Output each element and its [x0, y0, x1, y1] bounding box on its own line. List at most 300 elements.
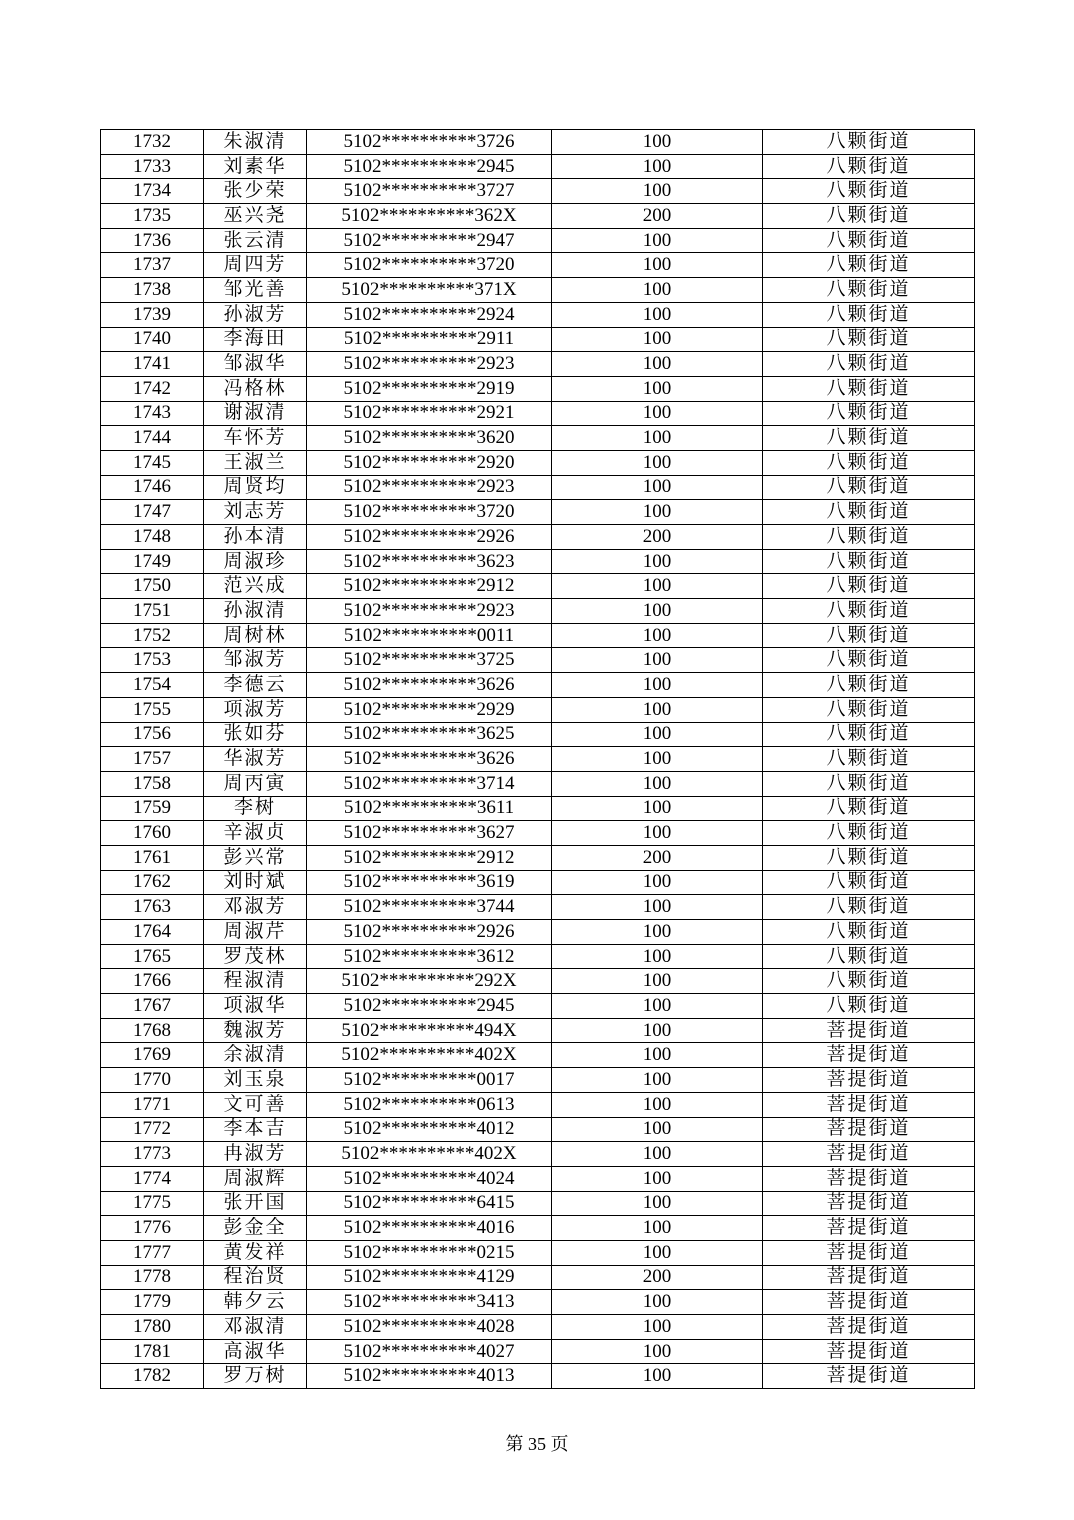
id-number-cell: 5102**********3714	[307, 771, 552, 796]
name-cell: 邓淑清	[204, 1315, 307, 1340]
id-number-cell: 5102**********4013	[307, 1364, 552, 1389]
amount-cell: 100	[552, 1142, 763, 1167]
district-cell: 菩提街道	[763, 1043, 975, 1068]
roster-table	[100, 129, 975, 1389]
row-number-cell: 1775	[101, 1191, 204, 1216]
table-row	[101, 920, 975, 945]
id-number-cell: 5102**********4012	[307, 1117, 552, 1142]
name-cell: 冉淑芳	[204, 1142, 307, 1167]
id-number-cell: 5102**********371X	[307, 278, 552, 303]
district-cell: 八颗街道	[763, 500, 975, 525]
district-cell: 八颗街道	[763, 944, 975, 969]
row-number-cell: 1752	[101, 623, 204, 648]
amount-cell: 100	[552, 648, 763, 673]
id-number-cell: 5102**********2912	[307, 574, 552, 599]
id-number-cell: 5102**********3720	[307, 500, 552, 525]
district-cell: 八颗街道	[763, 549, 975, 574]
amount-cell: 100	[552, 994, 763, 1019]
district-cell: 八颗街道	[763, 796, 975, 821]
table-row	[101, 673, 975, 698]
table-row	[101, 994, 975, 1019]
row-number-cell: 1756	[101, 722, 204, 747]
row-number-cell: 1761	[101, 845, 204, 870]
id-number-cell: 5102**********0613	[307, 1092, 552, 1117]
id-number-cell: 5102**********4129	[307, 1265, 552, 1290]
district-cell: 八颗街道	[763, 673, 975, 698]
district-cell: 菩提街道	[763, 1290, 975, 1315]
amount-cell: 100	[552, 920, 763, 945]
row-number-cell: 1734	[101, 179, 204, 204]
row-number-cell: 1733	[101, 154, 204, 179]
id-number-cell: 5102**********3620	[307, 426, 552, 451]
row-number-cell: 1765	[101, 944, 204, 969]
row-number-cell: 1736	[101, 228, 204, 253]
district-cell: 八颗街道	[763, 204, 975, 229]
row-number-cell: 1781	[101, 1339, 204, 1364]
row-number-cell: 1766	[101, 969, 204, 994]
amount-cell: 100	[552, 821, 763, 846]
id-number-cell: 5102**********362X	[307, 204, 552, 229]
table-row	[101, 1290, 975, 1315]
row-number-cell: 1769	[101, 1043, 204, 1068]
row-number-cell: 1744	[101, 426, 204, 451]
amount-cell: 100	[552, 771, 763, 796]
row-number-cell: 1742	[101, 376, 204, 401]
district-cell: 八颗街道	[763, 376, 975, 401]
district-cell: 八颗街道	[763, 154, 975, 179]
row-number-cell: 1776	[101, 1216, 204, 1241]
district-cell: 八颗街道	[763, 179, 975, 204]
row-number-cell: 1732	[101, 130, 204, 155]
table-row	[101, 549, 975, 574]
name-cell: 黄发祥	[204, 1240, 307, 1265]
name-cell: 孙本清	[204, 525, 307, 550]
table-row	[101, 154, 975, 179]
id-number-cell: 5102**********3611	[307, 796, 552, 821]
district-cell: 八颗街道	[763, 845, 975, 870]
name-cell: 冯格林	[204, 376, 307, 401]
id-number-cell: 5102**********2911	[307, 327, 552, 352]
amount-cell: 100	[552, 1315, 763, 1340]
amount-cell: 100	[552, 352, 763, 377]
table-row	[101, 969, 975, 994]
row-number-cell: 1735	[101, 204, 204, 229]
name-cell: 张云清	[204, 228, 307, 253]
row-number-cell: 1746	[101, 475, 204, 500]
id-number-cell: 5102**********3625	[307, 722, 552, 747]
district-cell: 八颗街道	[763, 821, 975, 846]
name-cell: 张如芬	[204, 722, 307, 747]
table-row	[101, 130, 975, 155]
name-cell: 罗万树	[204, 1364, 307, 1389]
name-cell: 李德云	[204, 673, 307, 698]
row-number-cell: 1759	[101, 796, 204, 821]
district-cell: 八颗街道	[763, 450, 975, 475]
amount-cell: 100	[552, 475, 763, 500]
id-number-cell: 5102**********292X	[307, 969, 552, 994]
name-cell: 王淑兰	[204, 450, 307, 475]
amount-cell: 100	[552, 747, 763, 772]
row-number-cell: 1763	[101, 895, 204, 920]
id-number-cell: 5102**********494X	[307, 1018, 552, 1043]
table-row	[101, 599, 975, 624]
table-row	[101, 1191, 975, 1216]
id-number-cell: 5102**********2923	[307, 599, 552, 624]
name-cell: 韩夕云	[204, 1290, 307, 1315]
name-cell: 周树林	[204, 623, 307, 648]
id-number-cell: 5102**********0215	[307, 1240, 552, 1265]
id-number-cell: 5102**********6415	[307, 1191, 552, 1216]
id-number-cell: 5102**********3623	[307, 549, 552, 574]
amount-cell: 100	[552, 697, 763, 722]
table-row	[101, 821, 975, 846]
name-cell: 范兴成	[204, 574, 307, 599]
district-cell: 菩提街道	[763, 1068, 975, 1093]
name-cell: 李本吉	[204, 1117, 307, 1142]
name-cell: 魏淑芳	[204, 1018, 307, 1043]
id-number-cell: 5102**********3725	[307, 648, 552, 673]
district-cell: 八颗街道	[763, 994, 975, 1019]
row-number-cell: 1749	[101, 549, 204, 574]
amount-cell: 100	[552, 895, 763, 920]
id-number-cell: 5102**********2926	[307, 920, 552, 945]
id-number-cell: 5102**********3413	[307, 1290, 552, 1315]
amount-cell: 100	[552, 179, 763, 204]
district-cell: 八颗街道	[763, 278, 975, 303]
row-number-cell: 1757	[101, 747, 204, 772]
id-number-cell: 5102**********2921	[307, 401, 552, 426]
id-number-cell: 5102**********3720	[307, 253, 552, 278]
district-cell: 菩提街道	[763, 1265, 975, 1290]
table-row	[101, 1166, 975, 1191]
name-cell: 周淑珍	[204, 549, 307, 574]
row-number-cell: 1771	[101, 1092, 204, 1117]
amount-cell: 100	[552, 1068, 763, 1093]
id-number-cell: 5102**********3626	[307, 673, 552, 698]
district-cell: 八颗街道	[763, 895, 975, 920]
id-number-cell: 5102**********3619	[307, 870, 552, 895]
table-row	[101, 450, 975, 475]
table-row	[101, 1043, 975, 1068]
table-row	[101, 475, 975, 500]
name-cell: 张开国	[204, 1191, 307, 1216]
amount-cell: 100	[552, 722, 763, 747]
row-number-cell: 1748	[101, 525, 204, 550]
table-row	[101, 1018, 975, 1043]
amount-cell: 100	[552, 1364, 763, 1389]
row-number-cell: 1758	[101, 771, 204, 796]
amount-cell: 100	[552, 673, 763, 698]
id-number-cell: 5102**********2945	[307, 994, 552, 1019]
id-number-cell: 5102**********3612	[307, 944, 552, 969]
amount-cell: 100	[552, 796, 763, 821]
table-row	[101, 376, 975, 401]
table-row	[101, 1068, 975, 1093]
amount-cell: 100	[552, 450, 763, 475]
name-cell: 刘志芳	[204, 500, 307, 525]
name-cell: 李树	[204, 796, 307, 821]
district-cell: 八颗街道	[763, 130, 975, 155]
row-number-cell: 1764	[101, 920, 204, 945]
table-row	[101, 895, 975, 920]
table-row	[101, 1364, 975, 1389]
name-cell: 华淑芳	[204, 747, 307, 772]
name-cell: 谢淑清	[204, 401, 307, 426]
district-cell: 菩提街道	[763, 1240, 975, 1265]
table-row	[101, 648, 975, 673]
table-row	[101, 228, 975, 253]
amount-cell: 200	[552, 1265, 763, 1290]
amount-cell: 100	[552, 228, 763, 253]
amount-cell: 100	[552, 1166, 763, 1191]
row-number-cell: 1779	[101, 1290, 204, 1315]
page-number: 第 35 页	[505, 1434, 569, 1454]
table-row	[101, 1339, 975, 1364]
amount-cell: 100	[552, 623, 763, 648]
district-cell: 八颗街道	[763, 920, 975, 945]
amount-cell: 100	[552, 1339, 763, 1364]
amount-cell: 100	[552, 130, 763, 155]
table-row	[101, 796, 975, 821]
name-cell: 刘玉泉	[204, 1068, 307, 1093]
table-row	[101, 771, 975, 796]
row-number-cell: 1778	[101, 1265, 204, 1290]
amount-cell: 100	[552, 1117, 763, 1142]
district-cell: 八颗街道	[763, 623, 975, 648]
id-number-cell: 5102**********402X	[307, 1043, 552, 1068]
id-number-cell: 5102**********4028	[307, 1315, 552, 1340]
district-cell: 菩提街道	[763, 1216, 975, 1241]
row-number-cell: 1767	[101, 994, 204, 1019]
table-row	[101, 204, 975, 229]
id-number-cell: 5102**********2947	[307, 228, 552, 253]
name-cell: 周淑辉	[204, 1166, 307, 1191]
row-number-cell: 1760	[101, 821, 204, 846]
table-row	[101, 722, 975, 747]
row-number-cell: 1777	[101, 1240, 204, 1265]
amount-cell: 100	[552, 870, 763, 895]
table-row	[101, 574, 975, 599]
name-cell: 罗茂林	[204, 944, 307, 969]
name-cell: 周贤均	[204, 475, 307, 500]
name-cell: 孙淑清	[204, 599, 307, 624]
table-row	[101, 870, 975, 895]
row-number-cell: 1773	[101, 1142, 204, 1167]
amount-cell: 100	[552, 1191, 763, 1216]
amount-cell: 200	[552, 525, 763, 550]
roster-table-body	[101, 130, 975, 1389]
table-row	[101, 1265, 975, 1290]
table-row	[101, 747, 975, 772]
amount-cell: 100	[552, 327, 763, 352]
table-row	[101, 253, 975, 278]
name-cell: 文可善	[204, 1092, 307, 1117]
row-number-cell: 1770	[101, 1068, 204, 1093]
table-row	[101, 1315, 975, 1340]
amount-cell: 100	[552, 1043, 763, 1068]
amount-cell: 100	[552, 1216, 763, 1241]
name-cell: 李海田	[204, 327, 307, 352]
id-number-cell: 5102**********2924	[307, 302, 552, 327]
district-cell: 菩提街道	[763, 1117, 975, 1142]
district-cell: 菩提街道	[763, 1018, 975, 1043]
name-cell: 朱淑清	[204, 130, 307, 155]
row-number-cell: 1740	[101, 327, 204, 352]
amount-cell: 100	[552, 549, 763, 574]
amount-cell: 100	[552, 426, 763, 451]
amount-cell: 200	[552, 204, 763, 229]
amount-cell: 200	[552, 845, 763, 870]
row-number-cell: 1750	[101, 574, 204, 599]
amount-cell: 100	[552, 1290, 763, 1315]
district-cell: 八颗街道	[763, 747, 975, 772]
id-number-cell: 5102**********2926	[307, 525, 552, 550]
id-number-cell: 5102**********2920	[307, 450, 552, 475]
table-row	[101, 525, 975, 550]
table-row	[101, 278, 975, 303]
row-number-cell: 1745	[101, 450, 204, 475]
amount-cell: 100	[552, 1240, 763, 1265]
name-cell: 刘素华	[204, 154, 307, 179]
name-cell: 周四芳	[204, 253, 307, 278]
district-cell: 八颗街道	[763, 574, 975, 599]
id-number-cell: 5102**********2923	[307, 475, 552, 500]
district-cell: 八颗街道	[763, 401, 975, 426]
name-cell: 项淑华	[204, 994, 307, 1019]
table-row	[101, 1092, 975, 1117]
name-cell: 周丙寅	[204, 771, 307, 796]
name-cell: 周淑芹	[204, 920, 307, 945]
id-number-cell: 5102**********4027	[307, 1339, 552, 1364]
district-cell: 八颗街道	[763, 352, 975, 377]
id-number-cell: 5102**********3726	[307, 130, 552, 155]
name-cell: 张少荣	[204, 179, 307, 204]
table-row	[101, 1240, 975, 1265]
amount-cell: 100	[552, 574, 763, 599]
row-number-cell: 1772	[101, 1117, 204, 1142]
amount-cell: 100	[552, 599, 763, 624]
id-number-cell: 5102**********2945	[307, 154, 552, 179]
district-cell: 八颗街道	[763, 525, 975, 550]
district-cell: 八颗街道	[763, 648, 975, 673]
name-cell: 刘时斌	[204, 870, 307, 895]
id-number-cell: 5102**********2923	[307, 352, 552, 377]
id-number-cell: 5102**********3626	[307, 747, 552, 772]
name-cell: 项淑芳	[204, 697, 307, 722]
name-cell: 程治贤	[204, 1265, 307, 1290]
district-cell: 八颗街道	[763, 475, 975, 500]
name-cell: 彭金全	[204, 1216, 307, 1241]
district-cell: 八颗街道	[763, 771, 975, 796]
table-row	[101, 1117, 975, 1142]
district-cell: 八颗街道	[763, 697, 975, 722]
row-number-cell: 1782	[101, 1364, 204, 1389]
table-row	[101, 697, 975, 722]
row-number-cell: 1741	[101, 352, 204, 377]
table-row	[101, 500, 975, 525]
name-cell: 邹光善	[204, 278, 307, 303]
name-cell: 巫兴尧	[204, 204, 307, 229]
district-cell: 菩提街道	[763, 1092, 975, 1117]
district-cell: 八颗街道	[763, 302, 975, 327]
amount-cell: 100	[552, 154, 763, 179]
district-cell: 菩提街道	[763, 1315, 975, 1340]
id-number-cell: 5102**********402X	[307, 1142, 552, 1167]
table-row	[101, 327, 975, 352]
table-row	[101, 623, 975, 648]
id-number-cell: 5102**********3627	[307, 821, 552, 846]
id-number-cell: 5102**********4016	[307, 1216, 552, 1241]
name-cell: 彭兴常	[204, 845, 307, 870]
amount-cell: 100	[552, 969, 763, 994]
id-number-cell: 5102**********0011	[307, 623, 552, 648]
row-number-cell: 1774	[101, 1166, 204, 1191]
name-cell: 车怀芳	[204, 426, 307, 451]
district-cell: 八颗街道	[763, 599, 975, 624]
row-number-cell: 1754	[101, 673, 204, 698]
amount-cell: 100	[552, 253, 763, 278]
amount-cell: 100	[552, 376, 763, 401]
row-number-cell: 1753	[101, 648, 204, 673]
row-number-cell: 1780	[101, 1315, 204, 1340]
district-cell: 八颗街道	[763, 969, 975, 994]
district-cell: 菩提街道	[763, 1191, 975, 1216]
district-cell: 菩提街道	[763, 1142, 975, 1167]
name-cell: 邹淑芳	[204, 648, 307, 673]
name-cell: 邓淑芳	[204, 895, 307, 920]
amount-cell: 100	[552, 500, 763, 525]
row-number-cell: 1739	[101, 302, 204, 327]
row-number-cell: 1762	[101, 870, 204, 895]
row-number-cell: 1743	[101, 401, 204, 426]
table-row	[101, 352, 975, 377]
district-cell: 八颗街道	[763, 722, 975, 747]
name-cell: 余淑清	[204, 1043, 307, 1068]
name-cell: 邹淑华	[204, 352, 307, 377]
district-cell: 八颗街道	[763, 228, 975, 253]
id-number-cell: 5102**********2919	[307, 376, 552, 401]
amount-cell: 100	[552, 278, 763, 303]
name-cell: 孙淑芳	[204, 302, 307, 327]
row-number-cell: 1738	[101, 278, 204, 303]
name-cell: 高淑华	[204, 1339, 307, 1364]
district-cell: 菩提街道	[763, 1364, 975, 1389]
row-number-cell: 1737	[101, 253, 204, 278]
amount-cell: 100	[552, 1092, 763, 1117]
row-number-cell: 1751	[101, 599, 204, 624]
table-row	[101, 845, 975, 870]
id-number-cell: 5102**********3744	[307, 895, 552, 920]
table-row	[101, 944, 975, 969]
district-cell: 八颗街道	[763, 426, 975, 451]
table-row	[101, 1216, 975, 1241]
amount-cell: 100	[552, 944, 763, 969]
district-cell: 菩提街道	[763, 1166, 975, 1191]
name-cell: 程淑清	[204, 969, 307, 994]
district-cell: 菩提街道	[763, 1339, 975, 1364]
amount-cell: 100	[552, 1018, 763, 1043]
district-cell: 八颗街道	[763, 253, 975, 278]
row-number-cell: 1747	[101, 500, 204, 525]
amount-cell: 100	[552, 302, 763, 327]
district-cell: 八颗街道	[763, 870, 975, 895]
id-number-cell: 5102**********2929	[307, 697, 552, 722]
id-number-cell: 5102**********4024	[307, 1166, 552, 1191]
table-row	[101, 302, 975, 327]
row-number-cell: 1768	[101, 1018, 204, 1043]
district-cell: 八颗街道	[763, 327, 975, 352]
id-number-cell: 5102**********2912	[307, 845, 552, 870]
